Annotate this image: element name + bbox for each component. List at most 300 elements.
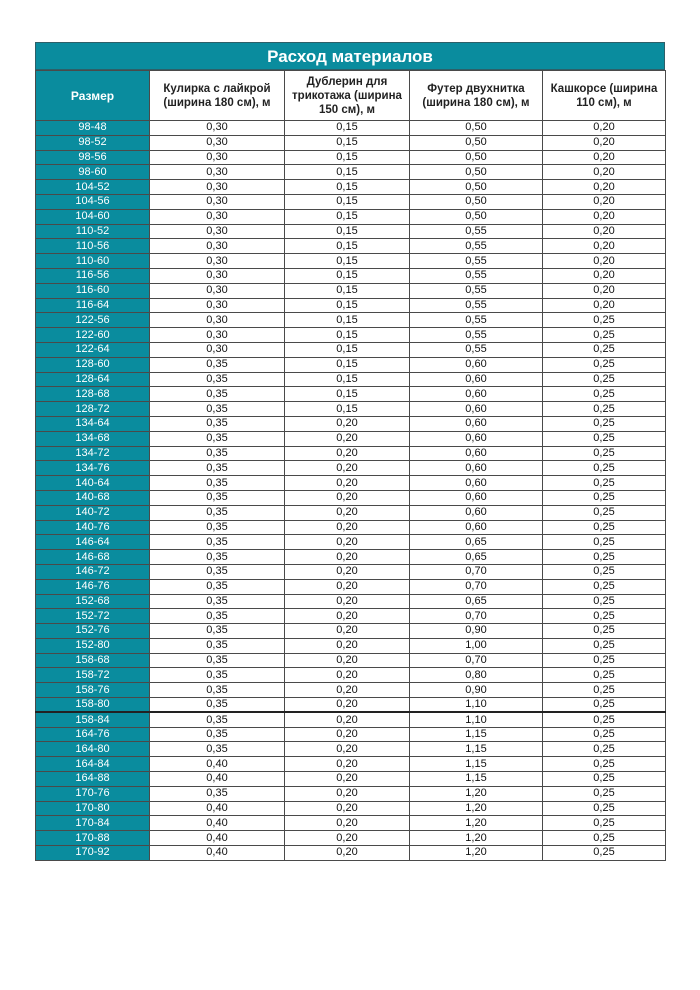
- cell-futer: 0,90: [410, 624, 543, 639]
- cell-size: 152-76: [36, 624, 150, 639]
- table-row: [36, 727, 666, 742]
- column-header-kulirka: Кулирка с лайкрой (ширина 180 см), м: [150, 71, 285, 121]
- cell-kulirka: 0,35: [150, 431, 285, 446]
- table-row: [36, 772, 666, 787]
- cell-futer: 0,50: [410, 180, 543, 195]
- cell-kulirka: 0,40: [150, 816, 285, 831]
- cell-dublerin: 0,20: [285, 609, 410, 624]
- cell-futer: 0,55: [410, 239, 543, 254]
- cell-dublerin: 0,20: [285, 683, 410, 698]
- table-row: [36, 328, 666, 343]
- cell-dublerin: 0,20: [285, 742, 410, 757]
- table-row: [36, 564, 666, 579]
- cell-kulirka: 0,30: [150, 313, 285, 328]
- material-table: [35, 70, 666, 861]
- cell-dublerin: 0,15: [285, 165, 410, 180]
- cell-kashkorse: 0,25: [543, 328, 666, 343]
- table-row: [36, 550, 666, 565]
- cell-dublerin: 0,20: [285, 594, 410, 609]
- cell-dublerin: 0,20: [285, 757, 410, 772]
- cell-dublerin: 0,15: [285, 313, 410, 328]
- cell-kashkorse: 0,25: [543, 431, 666, 446]
- cell-kashkorse: 0,25: [543, 757, 666, 772]
- cell-size: 158-68: [36, 653, 150, 668]
- cell-dublerin: 0,20: [285, 520, 410, 535]
- cell-kulirka: 0,40: [150, 801, 285, 816]
- cell-dublerin: 0,15: [285, 180, 410, 195]
- cell-futer: 0,60: [410, 476, 543, 491]
- cell-size: 104-56: [36, 194, 150, 209]
- cell-kulirka: 0,30: [150, 342, 285, 357]
- cell-kashkorse: 0,25: [543, 683, 666, 698]
- cell-dublerin: 0,20: [285, 638, 410, 653]
- cell-size: 146-72: [36, 564, 150, 579]
- cell-futer: 0,60: [410, 416, 543, 431]
- cell-dublerin: 0,20: [285, 416, 410, 431]
- cell-size: 152-72: [36, 609, 150, 624]
- cell-kulirka: 0,35: [150, 550, 285, 565]
- cell-size: 158-80: [36, 698, 150, 713]
- cell-futer: 0,80: [410, 668, 543, 683]
- cell-kulirka: 0,35: [150, 476, 285, 491]
- cell-kashkorse: 0,20: [543, 239, 666, 254]
- table-row: [36, 372, 666, 387]
- table-header: [36, 71, 666, 121]
- cell-dublerin: 0,15: [285, 283, 410, 298]
- cell-size: 164-84: [36, 757, 150, 772]
- cell-futer: 1,15: [410, 757, 543, 772]
- table-row: [36, 402, 666, 417]
- cell-size: 170-80: [36, 801, 150, 816]
- cell-futer: 0,50: [410, 165, 543, 180]
- cell-dublerin: 0,15: [285, 372, 410, 387]
- cell-futer: 0,55: [410, 224, 543, 239]
- cell-futer: 1,20: [410, 831, 543, 846]
- table-row: [36, 520, 666, 535]
- cell-futer: 0,50: [410, 135, 543, 150]
- column-header-kashkorse: Кашкорсе (ширина 110 см), м: [543, 71, 666, 121]
- cell-kashkorse: 0,25: [543, 550, 666, 565]
- table-row: [36, 165, 666, 180]
- cell-kulirka: 0,35: [150, 357, 285, 372]
- cell-futer: 0,60: [410, 446, 543, 461]
- cell-dublerin: 0,20: [285, 446, 410, 461]
- cell-kulirka: 0,30: [150, 254, 285, 269]
- cell-dublerin: 0,20: [285, 801, 410, 816]
- cell-kulirka: 0,40: [150, 831, 285, 846]
- cell-futer: 0,50: [410, 121, 543, 136]
- table-body: [36, 121, 666, 861]
- cell-futer: 0,55: [410, 254, 543, 269]
- cell-futer: 0,55: [410, 283, 543, 298]
- cell-dublerin: 0,15: [285, 328, 410, 343]
- table-row: [36, 816, 666, 831]
- cell-dublerin: 0,20: [285, 831, 410, 846]
- cell-dublerin: 0,20: [285, 476, 410, 491]
- cell-kashkorse: 0,20: [543, 150, 666, 165]
- cell-size: 158-84: [36, 712, 150, 727]
- cell-size: 122-56: [36, 313, 150, 328]
- cell-size: 134-64: [36, 416, 150, 431]
- cell-dublerin: 0,15: [285, 298, 410, 313]
- cell-kulirka: 0,30: [150, 121, 285, 136]
- table-row: [36, 387, 666, 402]
- cell-futer: 0,60: [410, 357, 543, 372]
- cell-size: 128-64: [36, 372, 150, 387]
- cell-size: 116-56: [36, 268, 150, 283]
- cell-size: 158-76: [36, 683, 150, 698]
- cell-size: 146-76: [36, 579, 150, 594]
- table-row: [36, 490, 666, 505]
- cell-size: 164-80: [36, 742, 150, 757]
- cell-kashkorse: 0,25: [543, 801, 666, 816]
- cell-kashkorse: 0,20: [543, 283, 666, 298]
- table-row: [36, 624, 666, 639]
- cell-futer: 0,55: [410, 268, 543, 283]
- cell-futer: 0,55: [410, 342, 543, 357]
- cell-kulirka: 0,35: [150, 579, 285, 594]
- table-row: [36, 150, 666, 165]
- cell-size: 98-56: [36, 150, 150, 165]
- cell-kashkorse: 0,25: [543, 698, 666, 713]
- cell-kulirka: 0,35: [150, 416, 285, 431]
- table-row: [36, 268, 666, 283]
- table-row: [36, 461, 666, 476]
- header-row: [36, 71, 666, 121]
- cell-kulirka: 0,40: [150, 772, 285, 787]
- cell-dublerin: 0,20: [285, 461, 410, 476]
- table-row: [36, 638, 666, 653]
- cell-dublerin: 0,15: [285, 150, 410, 165]
- cell-size: 98-48: [36, 121, 150, 136]
- cell-kashkorse: 0,25: [543, 831, 666, 846]
- cell-kashkorse: 0,25: [543, 742, 666, 757]
- cell-kashkorse: 0,25: [543, 638, 666, 653]
- cell-kashkorse: 0,25: [543, 579, 666, 594]
- cell-dublerin: 0,15: [285, 121, 410, 136]
- cell-futer: 0,55: [410, 328, 543, 343]
- cell-futer: 0,60: [410, 490, 543, 505]
- cell-futer: 0,70: [410, 609, 543, 624]
- cell-size: 116-60: [36, 283, 150, 298]
- cell-kulirka: 0,30: [150, 150, 285, 165]
- cell-kulirka: 0,35: [150, 387, 285, 402]
- cell-dublerin: 0,20: [285, 772, 410, 787]
- table-row: [36, 668, 666, 683]
- cell-kulirka: 0,35: [150, 372, 285, 387]
- cell-size: 140-72: [36, 505, 150, 520]
- cell-kashkorse: 0,25: [543, 402, 666, 417]
- cell-size: 140-68: [36, 490, 150, 505]
- cell-size: 146-64: [36, 535, 150, 550]
- table-row: [36, 135, 666, 150]
- cell-kashkorse: 0,25: [543, 668, 666, 683]
- cell-kulirka: 0,35: [150, 786, 285, 801]
- cell-kulirka: 0,30: [150, 209, 285, 224]
- cell-kashkorse: 0,20: [543, 209, 666, 224]
- cell-kashkorse: 0,25: [543, 564, 666, 579]
- cell-size: 152-68: [36, 594, 150, 609]
- cell-kulirka: 0,30: [150, 268, 285, 283]
- table-row: [36, 698, 666, 713]
- cell-kashkorse: 0,25: [543, 653, 666, 668]
- cell-kashkorse: 0,20: [543, 298, 666, 313]
- table-row: [36, 609, 666, 624]
- cell-futer: 1,10: [410, 698, 543, 713]
- cell-kashkorse: 0,25: [543, 446, 666, 461]
- column-header-dublerin: Дублерин для трикотажа (ширина 150 см), м: [285, 71, 410, 121]
- cell-dublerin: 0,20: [285, 698, 410, 713]
- cell-kulirka: 0,35: [150, 727, 285, 742]
- cell-size: 170-88: [36, 831, 150, 846]
- table-row: [36, 254, 666, 269]
- cell-dublerin: 0,20: [285, 579, 410, 594]
- cell-kulirka: 0,30: [150, 283, 285, 298]
- cell-futer: 0,50: [410, 194, 543, 209]
- table-row: [36, 831, 666, 846]
- table-row: [36, 283, 666, 298]
- cell-kulirka: 0,35: [150, 683, 285, 698]
- cell-kashkorse: 0,25: [543, 624, 666, 639]
- cell-dublerin: 0,20: [285, 564, 410, 579]
- table-row: [36, 712, 666, 727]
- cell-futer: 1,15: [410, 742, 543, 757]
- cell-futer: 1,20: [410, 816, 543, 831]
- cell-size: 104-60: [36, 209, 150, 224]
- cell-dublerin: 0,15: [285, 402, 410, 417]
- cell-size: 134-72: [36, 446, 150, 461]
- cell-kashkorse: 0,25: [543, 609, 666, 624]
- cell-dublerin: 0,20: [285, 505, 410, 520]
- table-row: [36, 742, 666, 757]
- cell-kulirka: 0,30: [150, 180, 285, 195]
- cell-kulirka: 0,35: [150, 609, 285, 624]
- material-consumption-sheet: [35, 42, 665, 861]
- cell-dublerin: 0,15: [285, 224, 410, 239]
- cell-size: 128-60: [36, 357, 150, 372]
- cell-kashkorse: 0,20: [543, 194, 666, 209]
- table-row: [36, 180, 666, 195]
- table-row: [36, 594, 666, 609]
- cell-kashkorse: 0,25: [543, 387, 666, 402]
- table-row: [36, 194, 666, 209]
- cell-kashkorse: 0,25: [543, 372, 666, 387]
- table-row: [36, 476, 666, 491]
- table-row: [36, 431, 666, 446]
- cell-dublerin: 0,20: [285, 535, 410, 550]
- table-row: [36, 357, 666, 372]
- cell-futer: 0,60: [410, 520, 543, 535]
- cell-dublerin: 0,15: [285, 357, 410, 372]
- cell-dublerin: 0,15: [285, 194, 410, 209]
- table-row: [36, 683, 666, 698]
- cell-size: 110-60: [36, 254, 150, 269]
- table-row: [36, 209, 666, 224]
- cell-kashkorse: 0,25: [543, 594, 666, 609]
- table-row: [36, 535, 666, 550]
- cell-futer: 0,60: [410, 461, 543, 476]
- cell-size: 146-68: [36, 550, 150, 565]
- cell-kulirka: 0,30: [150, 135, 285, 150]
- cell-size: 134-68: [36, 431, 150, 446]
- cell-dublerin: 0,15: [285, 342, 410, 357]
- cell-size: 164-76: [36, 727, 150, 742]
- table-row: [36, 446, 666, 461]
- cell-kashkorse: 0,25: [543, 313, 666, 328]
- cell-kashkorse: 0,20: [543, 268, 666, 283]
- cell-size: 128-72: [36, 402, 150, 417]
- cell-kulirka: 0,35: [150, 742, 285, 757]
- cell-kashkorse: 0,20: [543, 224, 666, 239]
- cell-dublerin: 0,20: [285, 727, 410, 742]
- cell-kashkorse: 0,25: [543, 416, 666, 431]
- cell-dublerin: 0,15: [285, 209, 410, 224]
- cell-futer: 1,15: [410, 772, 543, 787]
- cell-dublerin: 0,15: [285, 135, 410, 150]
- table-row: [36, 224, 666, 239]
- cell-futer: 0,60: [410, 402, 543, 417]
- cell-kulirka: 0,35: [150, 520, 285, 535]
- cell-futer: 0,65: [410, 535, 543, 550]
- cell-size: 122-60: [36, 328, 150, 343]
- cell-size: 164-88: [36, 772, 150, 787]
- cell-dublerin: 0,20: [285, 653, 410, 668]
- cell-dublerin: 0,20: [285, 846, 410, 861]
- cell-futer: 0,50: [410, 209, 543, 224]
- cell-kashkorse: 0,25: [543, 490, 666, 505]
- cell-futer: 1,20: [410, 801, 543, 816]
- cell-futer: 1,10: [410, 712, 543, 727]
- table-row: [36, 786, 666, 801]
- cell-kulirka: 0,30: [150, 165, 285, 180]
- cell-kulirka: 0,35: [150, 446, 285, 461]
- cell-kashkorse: 0,25: [543, 476, 666, 491]
- cell-futer: 0,55: [410, 313, 543, 328]
- cell-futer: 0,60: [410, 387, 543, 402]
- cell-size: 170-92: [36, 846, 150, 861]
- cell-futer: 0,60: [410, 505, 543, 520]
- cell-size: 134-76: [36, 461, 150, 476]
- cell-size: 152-80: [36, 638, 150, 653]
- cell-dublerin: 0,20: [285, 668, 410, 683]
- cell-kashkorse: 0,25: [543, 505, 666, 520]
- cell-size: 110-52: [36, 224, 150, 239]
- table-row: [36, 653, 666, 668]
- cell-kulirka: 0,35: [150, 505, 285, 520]
- cell-dublerin: 0,20: [285, 431, 410, 446]
- cell-kashkorse: 0,25: [543, 342, 666, 357]
- cell-kulirka: 0,35: [150, 490, 285, 505]
- cell-kulirka: 0,35: [150, 668, 285, 683]
- table-row: [36, 846, 666, 861]
- cell-size: 158-72: [36, 668, 150, 683]
- cell-futer: 1,00: [410, 638, 543, 653]
- table-row: [36, 757, 666, 772]
- cell-futer: 0,50: [410, 150, 543, 165]
- cell-futer: 0,70: [410, 653, 543, 668]
- table-row: [36, 239, 666, 254]
- cell-kulirka: 0,35: [150, 535, 285, 550]
- cell-dublerin: 0,20: [285, 786, 410, 801]
- cell-kashkorse: 0,25: [543, 357, 666, 372]
- cell-futer: 1,20: [410, 786, 543, 801]
- cell-futer: 0,70: [410, 579, 543, 594]
- cell-size: 170-84: [36, 816, 150, 831]
- cell-dublerin: 0,20: [285, 550, 410, 565]
- cell-dublerin: 0,20: [285, 624, 410, 639]
- cell-kashkorse: 0,25: [543, 535, 666, 550]
- cell-kulirka: 0,35: [150, 461, 285, 476]
- cell-dublerin: 0,15: [285, 254, 410, 269]
- cell-kashkorse: 0,20: [543, 135, 666, 150]
- cell-kashkorse: 0,20: [543, 180, 666, 195]
- cell-futer: 0,65: [410, 550, 543, 565]
- cell-kulirka: 0,35: [150, 638, 285, 653]
- cell-size: 140-64: [36, 476, 150, 491]
- cell-kashkorse: 0,25: [543, 772, 666, 787]
- cell-size: 104-52: [36, 180, 150, 195]
- table-title: Расход материалов: [35, 42, 665, 70]
- column-header-size: Размер: [36, 71, 150, 121]
- cell-kashkorse: 0,20: [543, 254, 666, 269]
- cell-size: 140-76: [36, 520, 150, 535]
- cell-kulirka: 0,35: [150, 712, 285, 727]
- cell-futer: 0,60: [410, 431, 543, 446]
- column-header-futer: Футер двухнитка (ширина 180 см), м: [410, 71, 543, 121]
- cell-futer: 0,90: [410, 683, 543, 698]
- cell-futer: 1,20: [410, 846, 543, 861]
- cell-dublerin: 0,15: [285, 268, 410, 283]
- cell-kashkorse: 0,25: [543, 727, 666, 742]
- cell-kulirka: 0,40: [150, 846, 285, 861]
- cell-futer: 0,70: [410, 564, 543, 579]
- cell-futer: 1,15: [410, 727, 543, 742]
- table-row: [36, 298, 666, 313]
- table-row: [36, 801, 666, 816]
- cell-kulirka: 0,35: [150, 594, 285, 609]
- cell-size: 116-64: [36, 298, 150, 313]
- table-row: [36, 313, 666, 328]
- cell-dublerin: 0,15: [285, 239, 410, 254]
- cell-size: 98-52: [36, 135, 150, 150]
- cell-kulirka: 0,30: [150, 298, 285, 313]
- cell-dublerin: 0,20: [285, 712, 410, 727]
- cell-kashkorse: 0,25: [543, 461, 666, 476]
- cell-kulirka: 0,40: [150, 757, 285, 772]
- cell-kulirka: 0,30: [150, 224, 285, 239]
- cell-kulirka: 0,35: [150, 402, 285, 417]
- cell-kulirka: 0,35: [150, 564, 285, 579]
- cell-futer: 0,60: [410, 372, 543, 387]
- cell-kashkorse: 0,25: [543, 846, 666, 861]
- cell-kashkorse: 0,20: [543, 165, 666, 180]
- table-row: [36, 342, 666, 357]
- cell-size: 110-56: [36, 239, 150, 254]
- cell-kashkorse: 0,25: [543, 520, 666, 535]
- cell-dublerin: 0,20: [285, 490, 410, 505]
- cell-kashkorse: 0,25: [543, 786, 666, 801]
- cell-kashkorse: 0,25: [543, 712, 666, 727]
- cell-futer: 0,55: [410, 298, 543, 313]
- cell-kashkorse: 0,25: [543, 816, 666, 831]
- table-row: [36, 579, 666, 594]
- cell-size: 170-76: [36, 786, 150, 801]
- cell-kashkorse: 0,20: [543, 121, 666, 136]
- cell-size: 98-60: [36, 165, 150, 180]
- table-row: [36, 505, 666, 520]
- cell-dublerin: 0,15: [285, 387, 410, 402]
- cell-dublerin: 0,20: [285, 816, 410, 831]
